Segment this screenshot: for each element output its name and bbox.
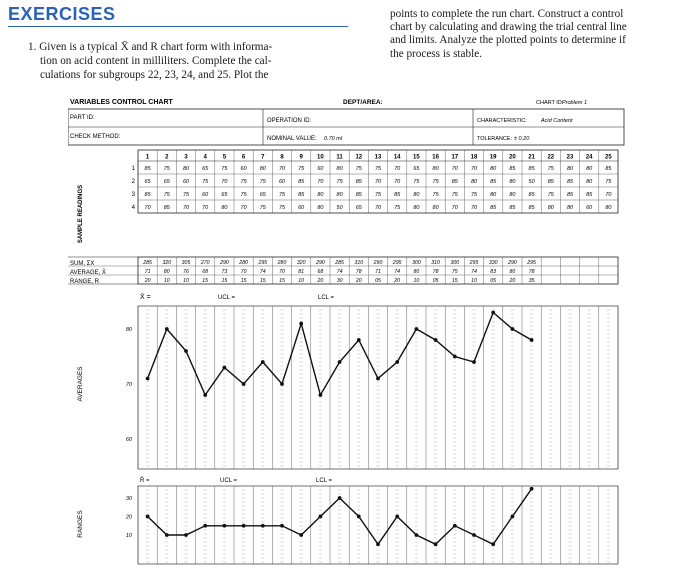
reading-cell: 65 [413, 166, 420, 172]
reading-cell: 75 [394, 205, 401, 211]
sum-label: SUM, ΣX [70, 261, 95, 267]
reading-cell: 85 [355, 179, 362, 185]
problem-line: points to complete the run chart. Construct a control [390, 8, 624, 20]
average-point [165, 327, 169, 331]
average-point [434, 338, 438, 342]
reading-row-label: 4 [131, 205, 135, 211]
average-point [299, 322, 303, 326]
reading-cell: 75 [605, 179, 612, 185]
reading-cell: 85 [547, 179, 554, 185]
reading-cell: 75 [336, 179, 343, 185]
range-cell: 15 [221, 278, 228, 284]
range-point [184, 533, 188, 537]
sum-cell: 310 [354, 260, 364, 266]
subgroup-number: 8 [280, 154, 284, 161]
subgroup-number: 12 [355, 154, 363, 161]
reading-cell: 85 [586, 192, 593, 198]
range-cell: 15 [451, 278, 458, 284]
problem-line [28, 40, 338, 54]
average-point [242, 382, 246, 386]
range-point [511, 515, 515, 519]
reading-cell: 75 [163, 192, 170, 198]
reading-row-label: 2 [131, 179, 135, 185]
subgroup-number: 13 [374, 154, 382, 161]
reading-cell: 70 [394, 166, 401, 172]
reading-cell: 80 [221, 205, 228, 211]
reading-cell: 85 [490, 179, 497, 185]
reading-cell: 80 [432, 205, 439, 211]
reading-cell: 85 [509, 166, 516, 172]
reading-cell: 85 [528, 192, 535, 198]
chart-id-label: CHART ID: [536, 100, 564, 106]
average-tick-label: 80 [125, 327, 132, 333]
reading-cell: 80 [490, 192, 497, 198]
reading-cell: 75 [432, 192, 439, 198]
subgroup-number: 25 [605, 154, 612, 161]
range-point [376, 542, 380, 546]
reading-cell: 60 [586, 205, 593, 211]
reading-cell: 70 [317, 179, 324, 185]
subgroup-number: 9 [299, 154, 303, 161]
sum-cell: 310 [431, 260, 440, 266]
reading-cell: 75 [278, 205, 286, 211]
range-point [280, 524, 284, 528]
sum-cell: 320 [162, 260, 172, 266]
average-point [376, 377, 380, 381]
reading-cell: 65 [202, 166, 209, 172]
average-cell: 78 [432, 269, 439, 275]
average-point [261, 360, 265, 364]
range-cell: 20 [144, 278, 151, 284]
problem-line: and limits. Analyze the plotted points to determine if [390, 34, 626, 47]
reading-cell: 50 [336, 205, 343, 211]
range-point [203, 524, 207, 528]
reading-cell: 80 [413, 192, 420, 198]
range-cell: 10 [183, 278, 189, 284]
dept-label: DEPT/AREA: [343, 99, 383, 106]
sum-cell: 300 [450, 260, 460, 266]
heading-rule [8, 26, 348, 27]
subgroup-number: 14 [393, 154, 401, 161]
lcl-label: LCL = [318, 295, 334, 301]
reading-cell: 70 [144, 205, 151, 211]
reading-cell: 65 [259, 192, 266, 198]
range-point [165, 533, 169, 537]
reading-cell: 85 [163, 205, 170, 211]
range-point [242, 524, 246, 528]
average-tick-label: 70 [125, 382, 132, 388]
range-cell: 15 [202, 278, 209, 284]
chart-id-value: Problem 1 [562, 100, 588, 106]
subgroup-number: 5 [222, 154, 227, 161]
reading-cell: 80 [182, 166, 190, 172]
reading-cell: 70 [278, 166, 286, 172]
reading-cell: 70 [182, 205, 190, 211]
reading-cell: 70 [605, 192, 612, 198]
reading-cell: 80 [470, 179, 478, 185]
nominal-value-label: NOMINAL VALUE: [267, 136, 317, 142]
range-cell: 15 [240, 278, 247, 284]
reading-cell: 75 [259, 179, 266, 185]
average-cell: 76 [183, 269, 189, 275]
subgroup-number: 17 [451, 154, 459, 161]
average-cell: 68 [317, 269, 324, 275]
problem-left-text [28, 40, 338, 82]
range-label: RANGE, R [70, 279, 100, 285]
range-tick-label: 20 [125, 514, 132, 521]
reading-cell: 70 [240, 205, 247, 211]
reading-cell: 65 [355, 205, 362, 211]
range-cell: 05 [432, 278, 439, 284]
average-point [184, 349, 188, 353]
average-point [415, 327, 419, 331]
reading-cell: 75 [163, 166, 170, 172]
average-point [491, 311, 495, 315]
average-line [148, 313, 532, 396]
reading-cell: 75 [547, 166, 554, 172]
reading-cell: 60 [317, 166, 324, 172]
average-point [472, 360, 476, 364]
average-cell: 80 [163, 269, 170, 275]
reading-cell: 65 [163, 179, 170, 185]
rbar-label: R̄ = [140, 478, 150, 484]
reading-cell: 85 [528, 205, 535, 211]
problem-line: chart by calculating and drawing the trial central line [390, 21, 627, 34]
reading-cell: 80 [336, 166, 343, 172]
reading-cell: 70 [202, 205, 209, 211]
reading-cell: 75 [298, 166, 305, 172]
reading-cell: 85 [528, 166, 535, 172]
range-point [453, 524, 457, 528]
reading-cell: 80 [317, 205, 324, 211]
reading-cell: 80 [605, 205, 612, 211]
average-point [146, 377, 150, 381]
range-point [319, 515, 323, 519]
average-point [319, 393, 323, 397]
average-cell: 70 [240, 269, 247, 275]
reading-cell: 70 [451, 166, 458, 172]
range-point [415, 533, 419, 537]
sum-cell: 270 [200, 260, 210, 266]
average-cell: 74 [259, 269, 266, 275]
sum-cell: 295 [392, 260, 402, 266]
reading-cell: 85 [566, 192, 574, 198]
range-point [357, 515, 361, 519]
averages-axis-label: AVERAGES [77, 366, 84, 402]
check-method-label: CHECK METHOD: [70, 134, 121, 140]
sum-cell: 285 [335, 260, 344, 266]
reading-cell: 80 [509, 179, 516, 185]
reading-cell: 85 [144, 166, 151, 172]
average-point [511, 327, 515, 331]
range-point [299, 533, 303, 537]
reading-cell: 85 [144, 192, 151, 198]
reading-cell: 80 [259, 166, 266, 172]
reading-cell: 80 [490, 166, 497, 172]
sum-cell: 330 [488, 260, 498, 266]
reading-cell: 80 [586, 166, 593, 172]
sum-cell: 280 [277, 260, 287, 266]
sum-cell: 300 [412, 260, 421, 266]
range-point [261, 524, 265, 528]
subgroup-number: 1 [145, 154, 150, 161]
reading-cell: 70 [394, 179, 401, 185]
reading-cell: 85 [605, 166, 612, 172]
range-cell: 35 [528, 278, 535, 284]
reading-cell: 80 [413, 205, 420, 211]
subgroup-number: 4 [203, 154, 207, 161]
subgroup-number: 16 [432, 154, 439, 161]
reading-cell: 80 [317, 192, 324, 198]
reading-cell: 75 [432, 179, 439, 185]
subgroup-number: 7 [261, 154, 265, 161]
reading-cell: 75 [374, 192, 382, 198]
average-cell: 74 [336, 269, 343, 275]
subgroup-number: 6 [241, 154, 246, 161]
reading-cell: 80 [509, 192, 516, 198]
ranges-chart-frame [138, 486, 618, 564]
operation-id-label: OPERATION ID: [267, 118, 312, 124]
average-point [338, 360, 342, 364]
average-cell: 68 [202, 269, 209, 275]
reading-cell: 85 [509, 205, 516, 211]
reading-cell: 80 [566, 166, 574, 172]
average-cell: 78 [528, 269, 535, 275]
range-cell: 10 [471, 278, 477, 284]
reading-cell: 50 [528, 179, 535, 185]
control-chart-form [68, 94, 694, 572]
reading-cell: 85 [394, 192, 401, 198]
range-point [338, 496, 342, 500]
subgroup-number: 10 [317, 154, 324, 161]
reading-cell: 75 [451, 192, 458, 198]
range-tick-label: 10 [125, 533, 132, 539]
average-point [395, 360, 399, 364]
reading-cell: 75 [374, 166, 382, 172]
form-title: VARIABLES CONTROL CHART [70, 99, 173, 106]
range-cell: 15 [259, 278, 266, 284]
average-point [530, 338, 534, 342]
reading-cell: 75 [240, 179, 247, 185]
range-tick-label: 30 [125, 496, 132, 502]
average-cell: 74 [394, 269, 401, 275]
reading-cell: 75 [221, 166, 228, 172]
range-cell: 05 [490, 278, 497, 284]
reading-cell: 75 [182, 192, 190, 198]
part-id-label: PART ID: [70, 115, 95, 121]
subgroup-number: 23 [566, 154, 574, 161]
average-cell: 71 [144, 269, 151, 275]
reading-cell: 65 [221, 192, 228, 198]
reading-cell: 70 [221, 179, 228, 185]
range-cell: 15 [279, 278, 285, 284]
reading-cell: 75 [240, 192, 247, 198]
reading-cell: 70 [451, 205, 458, 211]
reading-cell: 60 [182, 179, 190, 185]
tolerance-value: ± 0.20 [514, 136, 530, 142]
range-cell: 10 [298, 278, 305, 284]
range-point [395, 515, 399, 519]
xbar-line-label: X̄ = [140, 294, 151, 301]
sum-cell: 280 [239, 260, 248, 266]
reading-cell: 75 [259, 205, 266, 211]
reading-cell: 70 [374, 205, 382, 211]
average-cell: 73 [221, 269, 228, 275]
range-cell: 20 [509, 278, 516, 284]
subgroup-number: 19 [489, 154, 497, 161]
subgroup-number: 20 [509, 154, 516, 161]
average-cell: 80 [413, 269, 420, 275]
average-point [357, 338, 361, 342]
reading-cell: 75 [202, 179, 209, 185]
range-point [434, 542, 438, 546]
subgroup-number: 18 [470, 154, 478, 161]
reading-cell: 60 [202, 192, 209, 198]
range-point [146, 515, 150, 519]
reading-cell: 75 [413, 179, 420, 185]
reading-row-label: 1 [131, 166, 135, 172]
average-cell: 71 [375, 269, 381, 275]
tolerance-label: TOLERANCE: [477, 136, 513, 142]
average-cell: 81 [298, 269, 305, 275]
subgroup-number: 24 [585, 154, 593, 161]
problem-line-text: Given is a typical X̄ and R chart form with informa- [39, 41, 273, 53]
ucl-label: UCL = [218, 295, 235, 301]
range-point [530, 487, 534, 491]
reading-cell: 60 [298, 205, 305, 211]
range-cell: 20 [355, 278, 362, 284]
reading-cell: 80 [566, 205, 574, 211]
range-cell: 30 [336, 278, 343, 284]
sample-readings-label: SAMPLE READINGS [78, 184, 84, 244]
reading-cell: 65 [144, 179, 151, 185]
sum-cell: 285 [143, 260, 152, 266]
average-cell: 78 [355, 269, 362, 275]
sum-cell: 290 [220, 260, 229, 266]
reading-cell: 70 [470, 205, 478, 211]
average-tick-label: 60 [125, 437, 132, 443]
average-cell: 80 [509, 269, 516, 275]
reading-cell: 60 [278, 179, 286, 185]
reading-cell: 80 [336, 192, 343, 198]
reading-cell: 75 [470, 192, 478, 198]
range-cell: 05 [375, 278, 381, 284]
reading-row-label: 3 [131, 192, 135, 198]
range-point [491, 542, 495, 546]
characteristic-value: Acid Content [541, 118, 573, 124]
sum-cell: 290 [316, 260, 325, 266]
ranges-axis-label: RANGES [77, 510, 84, 538]
range-cell: 20 [317, 278, 324, 284]
section-heading: EXERCISES [8, 4, 116, 24]
subgroup-number: 15 [413, 154, 420, 161]
average-label: AVERAGE, X̄ [70, 270, 106, 276]
problem-right-text [390, 8, 690, 61]
nominal-value: 0.70 ml [324, 136, 343, 142]
reading-cell: 85 [566, 179, 574, 185]
average-point [453, 355, 457, 359]
problem-line: the process is stable. [390, 47, 482, 60]
sum-cell: 290 [508, 260, 517, 266]
subgroup-number: 21 [528, 154, 535, 161]
average-point [223, 366, 227, 370]
reading-cell: 80 [432, 166, 439, 172]
sum-cell: 305 [181, 260, 191, 266]
reading-cell: 60 [240, 166, 247, 172]
problem-number: 1. [28, 41, 37, 53]
average-cell: 74 [471, 269, 477, 275]
reading-cell: 75 [278, 192, 286, 198]
reading-cell: 85 [451, 179, 458, 185]
ucl-label-range: UCL = [220, 478, 237, 484]
average-cell: 70 [279, 269, 285, 275]
lcl-label-range: LCL = [316, 478, 332, 484]
range-cell: 10 [413, 278, 420, 284]
reading-cell: 80 [586, 179, 593, 185]
problem-line: tion on acid content in milliliters. Complete the cal- [40, 55, 272, 67]
reading-cell: 70 [374, 179, 382, 185]
range-cell: 10 [163, 278, 170, 284]
range-point [223, 524, 227, 528]
range-cell: 20 [394, 278, 401, 284]
subgroup-number: 3 [184, 154, 188, 161]
subgroup-number: 2 [165, 154, 169, 161]
reading-cell: 70 [470, 166, 478, 172]
reading-cell: 85 [298, 179, 305, 185]
reading-cell: 85 [490, 205, 497, 211]
problem-line: culations for subgroups 22, 23, 24, and 25. Plot the [40, 69, 269, 81]
sum-cell: 295 [527, 260, 536, 266]
reading-cell: 85 [355, 192, 362, 198]
sum-cell: 295 [258, 260, 268, 266]
sum-cell: 290 [373, 260, 383, 266]
reading-cell: 75 [547, 192, 554, 198]
reading-cell: 85 [298, 192, 305, 198]
range-point [472, 533, 476, 537]
sum-cell: 295 [469, 260, 479, 266]
average-cell: 75 [451, 269, 458, 275]
average-cell: 83 [490, 269, 497, 275]
characteristic-label: CHARACTERISTIC: [477, 118, 527, 124]
reading-cell: 80 [547, 205, 554, 211]
average-point [280, 382, 284, 386]
subgroup-number: 22 [547, 154, 555, 161]
reading-cell: 75 [355, 166, 362, 172]
subgroup-number: 11 [336, 154, 343, 161]
average-point [203, 393, 207, 397]
sum-cell: 320 [296, 260, 306, 266]
